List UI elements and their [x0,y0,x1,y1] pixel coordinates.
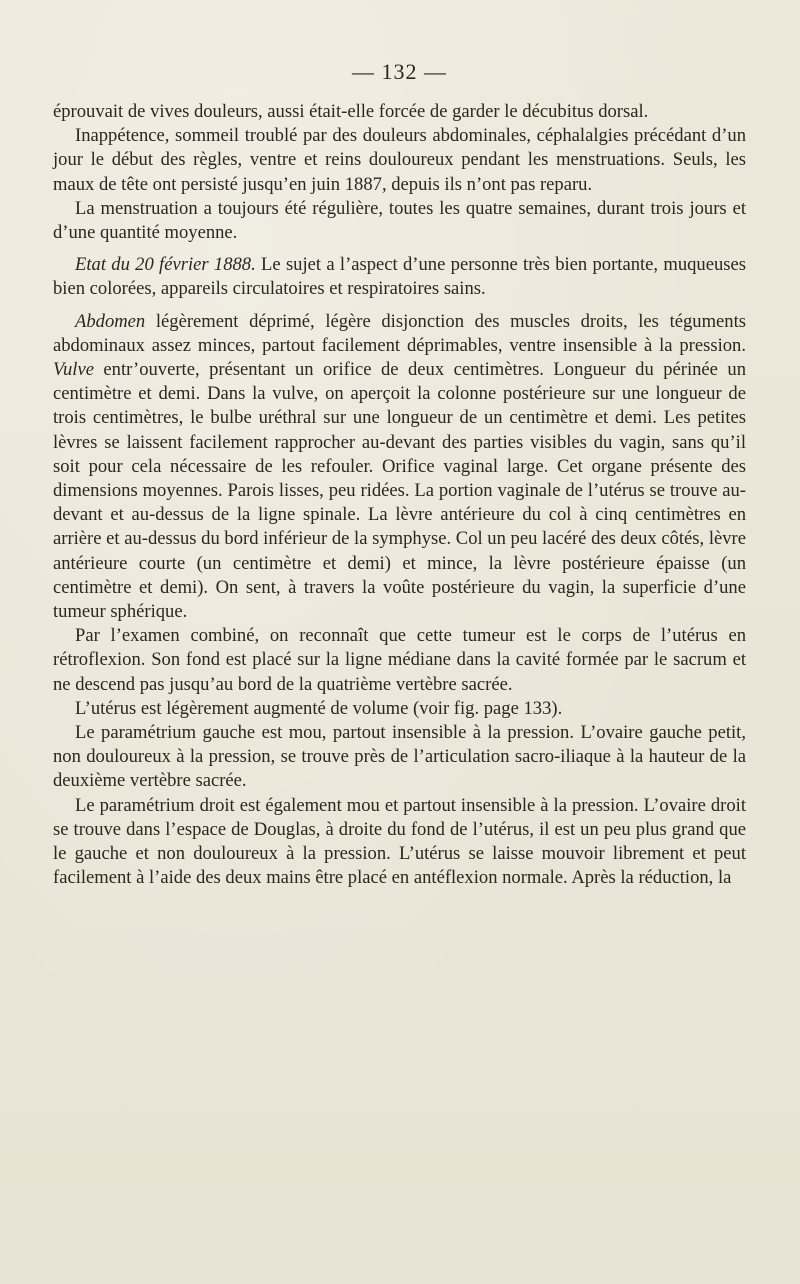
paragraph-6 [53,624,746,697]
page-number: — 132 — [352,59,447,84]
paragraph-9 [53,794,746,891]
paragraph-text: légèrement déprimé, légère disjonction des muscles droits, les téguments abdominaux assez minces, partout facilement déprimables, ventre insensible à la pression. [53,310,746,356]
paragraph-text: L’utérus est légèrement augmenté de volume (voir fig. page 133). [75,697,563,719]
section-lead-abdomen: Abdomen [75,310,146,332]
paragraph-1 [53,100,746,124]
paragraph-text: Inappétence, sommeil troublé par des douleurs abdominales, céphalalgies précédant d’un jour le début des règles, ventre et reins douloureux pendant les menstruations. Seuls, les maux de tête ont persisté jusqu’en juin 1887, depuis ils n’ont pas reparu. [53,125,746,195]
section-lead-etat: Etat du 20 février 1888. [75,254,256,276]
paragraph-5 [53,310,746,625]
paragraph-text: éprouvait de vives douleurs, aussi était-elle forcée de garder le décubitus dorsal. [53,101,649,122]
paragraph-text: Le sujet a l’aspect d’une personne très bien portante, muqueuses bien colorées, appareils circulatoires et respiratoires sains. [53,254,746,300]
paragraph-8 [53,721,746,794]
paragraph-text: La menstruation a toujours été régulière, toutes les quatre semaines, durant trois jours et d’une quantité moyenne. [53,197,746,244]
paragraph-text: Par l’examen combiné, on reconnaît que cette tumeur est le corps de l’utérus en rétroflexion. Son fond est placé sur la ligne médiane dans la cavité formée par le sacrum et ne descend pas jusqu’au bord de la quatrième vertèbre sacrée. [53,625,746,695]
paragraph-text: Le paramétrium droit est également mou et partout insensible à la pression. L’ovaire droit se trouve dans l’espace de Douglas, à droite du fond de l’utérus, il est un peu plus grand que le gauche et non douloureux à la pression. L’utérus se laisse mouvoir librement et peut facilement à l’aide des deux mains être placé en antéflexion normale. Après la réduction, la [53,794,746,889]
paragraph-2 [53,124,746,197]
paragraph-4 [53,253,746,301]
paragraph-text: entr’ouverte, présentant un orifice de deux centimètres. Longueur du périnée un centimètre et demi. Dans la vulve, on aperçoit la colonne postérieure sur une longueur de trois centimètres, le bulbe uréthral sur une longueur de un centimètre et demi. Les petites lèvres se laissent facilement rapprocher au-devant des parties visibles du vagin, sans qu’il soit pour cela nécessaire de les refouler. Orifice vaginal large. Cet organe présente des dimensions moyennes. Parois lisses, peu ridées. La portion vaginale de l’utérus se trouve au-devant et au-dessus de la ligne spinale. La lèvre antérieure du col à cinq centimètres en arrière et au-dessus du bord inférieur de la symphyse. Col un peu lacéré des deux côtés, lèvre antérieure courte (un centimètre et demi) et mince, la lèvre postérieure épaisse (un centimètre et demi). On sent, à travers la voûte postérieure du vagin, la superficie d’une tumeur sphérique. [53,359,746,623]
paragraph-3 [53,197,746,245]
paragraph-text: Le paramétrium gauche est mou, partout insensible à la pression. L’ovaire gauche petit, non douloureux à la pression, se trouve près de l’articulation sacro-iliaque à la hauteur de la deuxième vertèbre sacrée. [53,722,746,792]
paragraph-7 [53,697,746,721]
section-lead-vulve: Vulve [53,359,94,381]
